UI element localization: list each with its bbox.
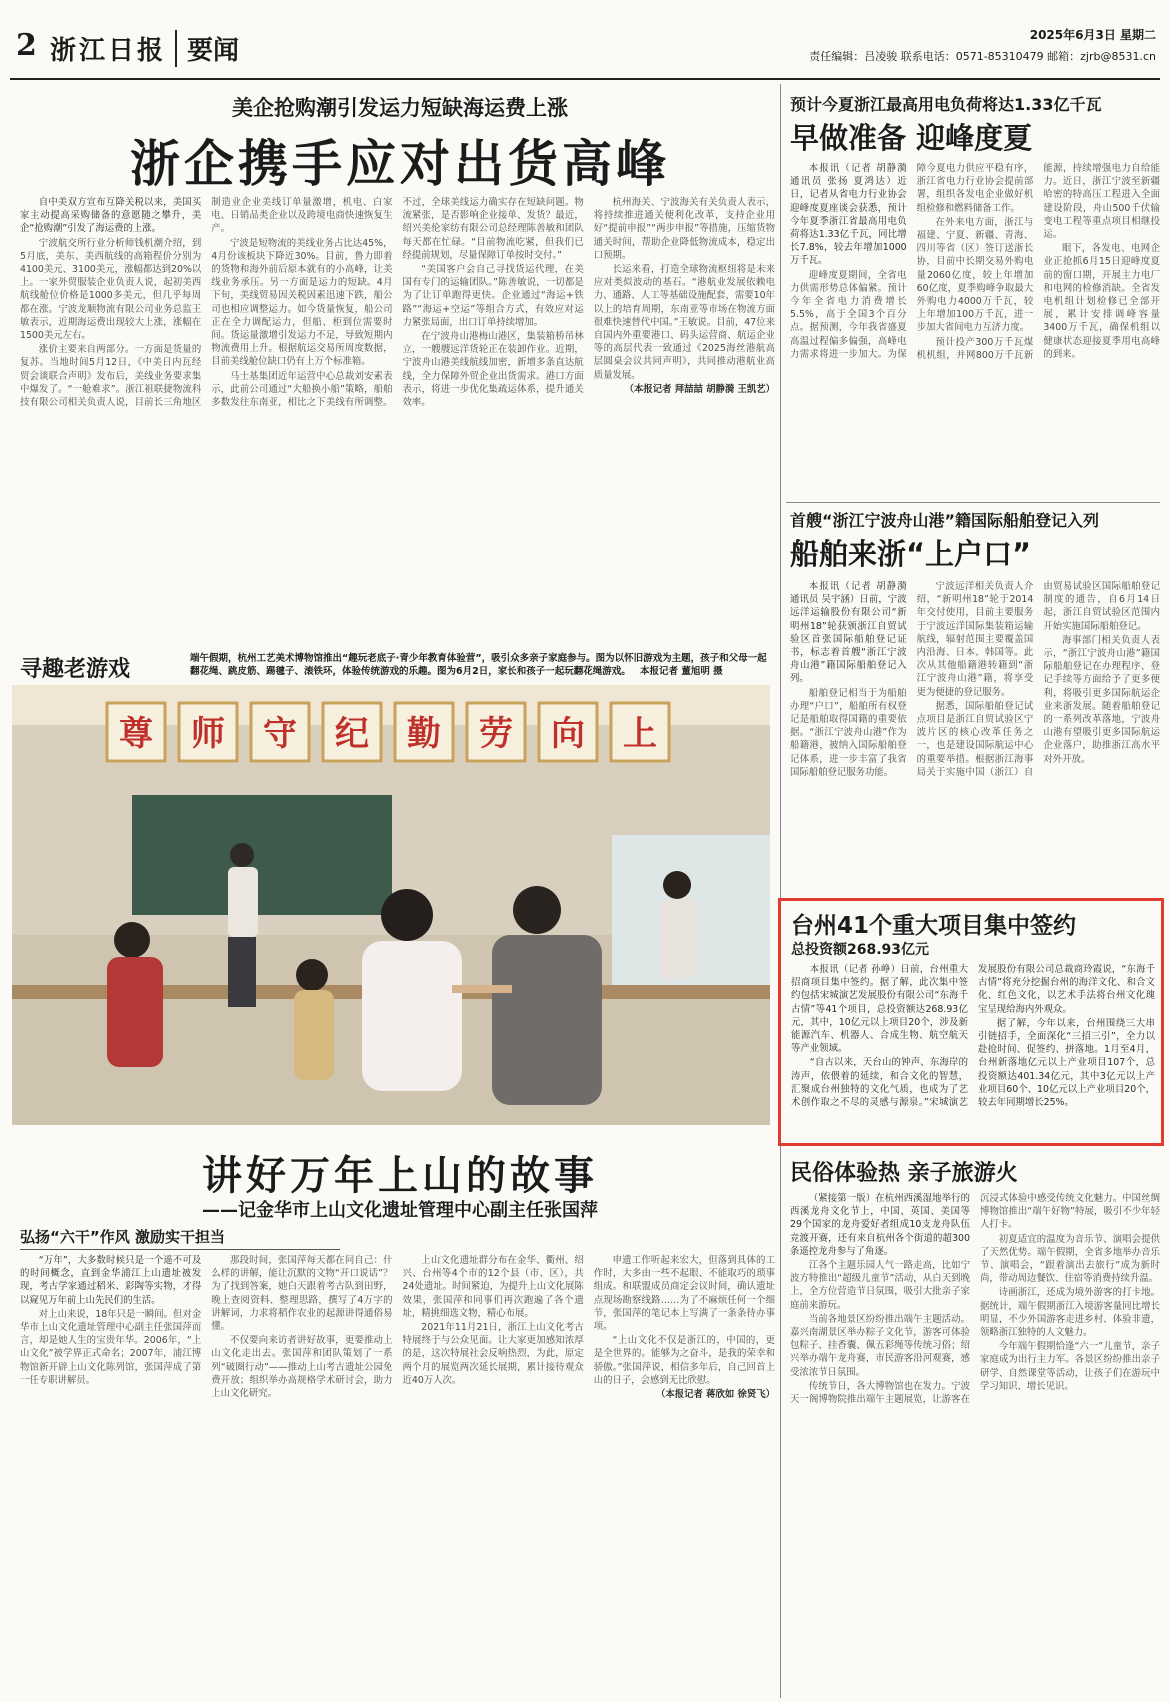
section-title: 要闻 [175,30,239,67]
paper-logo: 浙江日报 [50,36,167,66]
story-subhead: ——记金华市上山文化遗址管理中心副主任张国萍 [202,1200,598,1221]
ship-body: 本报讯（记者 胡静漪 通讯员 吴宇涵）日前，宁波远洋运输股份有限公司“新明州18”轮获颁浙江自贸试验区首张国际船舶登记证书，标志着首艘“浙江宁波舟山港”籍国际船舶登记入列。 船舶登记相当于为船舶办理“户口”，船舶所有权登记是船舶取得国籍的重要依据。“浙江宁波舟山港”作为船籍港，被纳入国际船舶登记体系，进一步丰富了我省国际船舶登记服务功能。 宁波远洋相关负责人介绍，“新明州18”轮于2014年交付使用，目前主要服务于宁波远洋国际集装箱运输航线，辐射范围主要覆盖国内沿海、日本、韩国等。此次从其他船籍港转籍到“浙江宁波舟山港”籍，将享受更为便捷的登记服务。 据悉，国际船舶登记试点项目是浙江自贸试验区宁波片区的核心改革任务之一，也是建设国际航运中心的重要举措。根据浙江海事局关于实施中国（浙江）自由贸易试验区国际船舶登记制度的通告，自6月14日起，浙江自贸试验区范围内开始实施国际船舶登记。 海事部门相关负责人表示，“浙江宁波舟山港”籍国际船舶登记在办理程序、登记手续等方面给予了更多便利，将吸引更多国际航运企业来浙发展。随着船舶登记的一系列改革落地，宁波舟山港有望吸引更多国际航运企业落户，助推浙江高水平对外开放。 [790,581,1160,778]
section-divider [786,502,1160,503]
page-number: 2 [16,28,37,63]
banner-char: 上 [623,714,657,754]
power-body: 本报讯（记者 胡静漪 通讯员 张扬 夏鸿达）近日，记者从省电力行业协会迎峰度夏座谈会获悉，预计今年夏季浙江省最高用电负荷将达1.33亿千瓦，同比增长7.8%，较去年增加1000万千瓦。 迎峰度夏期间，全省电力供需形势总体偏紧。预计今年全省电力消费增长5.5%，高于全国3个百分点。据预测，今年我省盛夏高温过程偏多偏强，高峰电力需求将进一步加大。为保障今夏电力供应平稳有序，浙江省电力行业协会提前部署，组织各发电企业做好机组检修和燃料储备工作。 在外来电方面，浙江与福建、宁夏、新疆、青海、四川等省（区）签订送浙长协，目前中长期交易外购电量2060亿度，较上年增加60亿度，夏季购峰争取最大外购电力4000万千瓦，较上年增加100万千瓦，进一步加大省间电力互济力度。 预计投产300万千瓦煤机机组，并网800万千瓦新能源，持续增强电力自给能力。近日，浙江宁波至新疆哈密的特高压工程进入全面建设阶段，舟山500千伏输变电工程等重点项目相继投运。 眼下，各发电、电网企业正抢抓6月15日迎峰度夏前的窗口期，开展主力电厂和电网的检修消缺。全省发电机组计划检修已全部开展，累计安排调峰容量3400万千瓦，确保机组以健康状态迎接夏季用电高峰的到来。 [790,163,1160,361]
banner-char: 师 [191,714,225,754]
banner-char: 尊 [119,714,153,754]
masthead [10,8,1160,78]
banner-char: 劳 [479,714,513,754]
power-kicker: 预计今夏浙江最高用电负荷将达1.33亿千瓦 [790,95,1102,114]
taizhou-closing: 据了解，今年以来，台州围绕三大串引链招手，全面深化“三招三引”，全力以赴抢时间、促签约、拼落地。1月至4月，台州新落地亿元以上产业项目107个，总投资额达401.34亿元，其中3亿元以上产业项目60个、10亿元以上产业项目20个，较去年同期增长25%。 [978,1017,1155,1109]
banner-char: 勤 [407,714,441,754]
taizhou-lede: 本报讯（记者 孙峥）日前，台州重大招商项目集中签约。据了解，此次集中签约包括宋城演艺发展股份有限公司“东海千古情”等41个项目，总投资额达268.93亿元，其中，10亿元以上项目20个，涉及新能源汽车、机器人、合成生物、航空航天等产业领域。 [791,964,968,1055]
folk-lede: （紧接第一版）在杭州西溪湿地举行的西溪龙舟文化节上，中国、英国、美国等29个国家的龙舟爱好者组成10支龙舟队伍竞渡开赛，还有来自杭州各个街道的超300条遥控龙舟参与了角逐。 [790,1193,970,1257]
story-byline: （本报记者 蒋欣如 徐贤飞） [655,1389,775,1401]
lead-headline: 浙企携手应对出货高峰 [130,135,670,193]
editor-line: 责任编辑：吕凌骏 联系电话：0571-85310479 邮箱：zjrb@8531.cn [809,50,1156,63]
story-rubric: 弘扬“六干”作风 激励实干担当 [20,1226,340,1250]
lead-lede: 自中美双方宣布互降关税以来，美国买家主动提高采购储备的意愿随之攀升，美企“抢购潮”引发了海运费的上涨。 [20,197,202,235]
taizhou-body-para: “自古以来，天台山的钟声、东海岸的涛声，依偎着的延续，和合文化的智慧，汇聚成台州独特的文化气质，也成为了艺术创作取之不尽的灵感与源泉。”宋城演艺发展股份有限公司总裁商玲霞说，“东海千古情”将充分挖掘台州的海洋文化、和合文化、红色文化，以艺术手法将台州文化瑰宝呈现给海内外观众。 [791,964,1155,1109]
story-headline: 讲好万年上山的故事 [202,1153,598,1199]
games-section-label: 寻趣老游戏 [20,657,131,682]
power-lede: 本报讯（记者 胡静漪 通讯员 张扬 夏鸿达）近日，记者从省电力行业协会迎峰度夏座谈会获悉，预计今年夏季浙江省最高用电负荷将达1.33亿千瓦，同比增长7.8%，较去年增加1000万千瓦。 [790,163,907,267]
power-headline: 早做准备 迎峰度夏 [790,121,1033,155]
ship-kicker: 首艘“浙江宁波舟山港”籍国际船舶登记入列 [790,511,1100,530]
banner-char: 守 [263,714,297,754]
banner-char: 向 [551,714,585,754]
banner-char: 纪 [335,714,369,754]
header-rule [10,78,1160,80]
games-photo [12,685,770,1125]
ship-lede: 本报讯（记者 胡静漪 通讯员 吴宇涵）日前，宁波远洋运输股份有限公司“新明州18”轮获颁浙江自贸试验区首张国际船舶登记证书，标志着首艘“浙江宁波舟山港”籍国际船舶登记入列。 [790,581,907,685]
classroom-scene [12,685,770,1125]
photo-caption [190,652,770,678]
ship-headline: 船舶来浙“上户口” [790,537,1032,571]
lead-body: 自中美双方宣布互降关税以来，美国买家主动提高采购储备的意愿随之攀升，美企“抢购潮”引发了海运费的上涨。 宁波航交所行业分析师钱机潮介绍，到5月底，美东、美西航线的高箱程价分别为4100美元、3100美元，涨幅都达到20%以上。一家外贸服装企业负责人说，起初美西航线舱位价格是1000多美元，但几乎每周都在涨。宁波龙顺物流有限公司业务总监王敏表示，近期海运费出现较大上涨，涨幅在1500美元左右。 涨价主要来自两部分。一方面是货量的复苏。当地时间5月12日，《中美日内瓦经贸会谈联合声明》发布后，美线业务要求集中爆发了。“一舱难求”。浙江祖联捷物流科技有限公司相关负责人说，目前长三角地区制造业企业美线订单量激增，机电、白家电、日销品类企业以及跨境电商快速恢复生产。 宁波是短物流的美线业务占比达45%，4月份该板块下降近30%。目前，鲁力即着的货物和海外前后原本就有的小高峰，让美线业务承压。另一方面是运力的短缺。4月下旬，美线贸易因关税因素迅速下跌，船公司也相应调整运力。如今货量恢复，船公司正在全力调配运力，但船、柜到位需要时间。货运量激增引发运力不足，导致短期内物流费用上升。根据航运交易所周度数据，目前美线舱位缺口仍有上万个标准箱。 马士基集团近年运营中心总裁刘安素表示，此前公司通过“大船换小船”策略，船舶多数发往东南亚，相比之下美线有所调整。不过，全球美线运力确实存在短缺问题。物流紧张，是否影响企业接单、发货？最近，绍兴美伦家纺有限公司总经理陈善敏和团队每天都在忙碌。“目前物流吃紧，但我们已经提前规划，尽量保障订单按时交付。” “美国客户会自己寻找货运代理，在美国有专门的运输团队。”陈善敏说，一切都是为了让订单跑得更快。企业通过“海运+铁路”“海运+空运”等组合方式，有效应对运力紧张局面，出口订单持续增加。 在宁波舟山港梅山港区，集装箱桥吊林立，一艘艘远洋货轮正在装卸作业。近期，宁波舟山港美线航线加密，新增多条直达航线，全力保障外贸企业出货需求。港口方面表示，将进一步优化集疏运体系，提升通关效率。 杭州海关、宁波海关有关负责人表示，将持续推进通关便利化改革，支持企业用好“提前申报”“两步申报”等措施，压缩货物通关时间，帮助企业降低物流成本，稳定出口预期。 长运来看，打造全球物流枢纽将是未来应对类似波动的基石。“港航业发展依赖电力、通路、人工等基础设施配套，需要10年以上的培育周期，东南亚等市场在物流方面很难快速替代中国。”王敏说。目前，47位来自国内外重要港口、码头运营商、航运企业等的高层代表一致通过《2025海丝港航高层圆桌会议共同声明》，共同推动港航业高质量发展。 （本报记者 拜喆喆 胡静漪 王凯艺） [20,197,775,409]
taizhou-subhead: 总投资额268.93亿元 [791,942,930,958]
taizhou-body [791,963,1155,1141]
lead-byline: （本报记者 拜喆喆 胡静漪 王凯艺） [624,383,775,395]
folk-headline: 民俗体验热 亲子旅游火 [790,1161,1018,1186]
caption-text: 端午假期，杭州工艺美术博物馆推出“趣玩老底子·青少年教育体验营”，吸引众多亲子家庭参与。图为以怀旧游戏为主题，孩子和父母一起翻花绳、跳皮筋、踢毽子、滚铁环，体验传统游戏的乐趣。图为6月2日，家长和孩子一起玩翻花绳游戏。 [190,653,767,677]
story-body: “万年”，大多数时候只是一个遥不可及的时间概念，直到金华浦江上山遗址被发现，考古学家通过稻米、彩陶等实物，才得以窥见万年前上山先民们的生活。 对上山来说，18年只是一瞬间。但对金华市上山文化遗址管理中心副主任张国萍而言，却是她人生的宝贵年华。2006年，“上山文化”被学界正式命名；2007年，浦江博物馆新开辟上山文化陈列馆，张国萍成了第一任专职讲解员。 那段时间，张国萍每天都在问自己：什么样的讲解，能让沉默的文物“开口说话”？为了找到答案，她白天跟着考古队到田野，晚上查阅资料、整理思路，撰写了4万字的讲解词，力求将稻作农业的起源讲得通俗易懂。 不仅要向来访者讲好故事，更要推动上山文化走出去。张国萍和团队策划了一系列“破圈行动”——推动上山考古遗址公园免费开放；组织举办高规格学术研讨会，助力上山文化研究。 上山文化遗址群分布在金华、衢州、绍兴、台州等4个市的12个县（市、区），共24处遗址。时间紧迫，为提升上山文化展陈效果，张国萍和同事们再次跑遍了各个遗址，精挑细选文物，精心布展。 2021年11月21日，浙江上山文化考古特展终于与公众见面。让大家更加感知浓厚的是，这次特展社会反响热烈，为此，原定两个月的展览两次延长展期，累计接待观众近40万人次。 申遗工作听起来宏大，但落到具体的工作时，大多由一些不起眼、不能取巧的琐事组成。和联盟成员商定会议时间，确认遗址点现场勘察线路……为了不麻烦任何一个细节，张国萍的笔记本上写满了一条条待办事项。 “上山文化不仅是浙江的，中国的，更是全世界的。能够为之奋斗，是我的荣幸和骄傲。”张国萍说，相信多年后，自己回首上山的日子，会感到无比欣慰。 （本报记者 蒋欣如 徐贤飞） [20,1255,775,1401]
folk-body: （紧接第一版）在杭州西溪湿地举行的西溪龙舟文化节上，中国、英国、美国等29个国家的龙舟爱好者组成10支龙舟队伍竞渡开赛，还有来自杭州各个街道的超300条遥控龙舟参与了角逐。 江各个主题乐园人气一路走高，比如宁波方特推出“超级儿童节”活动，从白天到晚上，全方位营造节日氛围，吸引大批亲子家庭前来游玩。 当前各地景区纷纷推出端午主题活动。嘉兴南湖景区举办粽子文化节，游客可体验包粽子、挂香囊、佩五彩绳等传统习俗；绍兴举办端午龙舟赛，市民游客沿河观赛，感受浓浓节日氛围。 传统节日，各大博物馆也在发力。宁波天一阁博物院推出端午主题展览，让游客在沉浸式体验中感受传统文化魅力。中国丝绸博物馆推出“端午好物”特展，吸引不少年轻人打卡。 初夏适宜的温度为音乐节、演唱会提供了天然优势。端午假期，全省多地举办音乐节、演唱会，“跟着演出去旅行”成为新时尚，带动周边餐饮、住宿等消费持续升温。 诗画浙江，还成为境外游客的打卡地。据统计，端午假期浙江入境游客量同比增长明显，不少外国游客走进乡村、体验非遗，领略浙江独特的人文魅力。 今年端午假期恰逢“六一”儿童节，亲子家庭成为出行主力军。各景区纷纷推出亲子研学、自然课堂等活动，让孩子们在游玩中学习知识、增长见识。 [790,1193,1160,1406]
issue-date: 2025年6月3日 星期二 [1029,28,1156,42]
column-divider [780,84,781,1698]
taizhou-headline: 台州41个重大项目集中签约 [791,913,1077,939]
highlighted-article [778,898,1164,1146]
photo-credit: 本报记者 董旭明 摄 [640,666,723,677]
lead-kicker: 美企抢购潮引发运力短缺海运费上涨 [232,96,568,120]
story-lede: “万年”，大多数时候只是一个遥不可及的时间概念，直到金华浦江上山遗址被发现，考古学家通过稻米、彩陶等实物，才得以窥见万年前上山先民们的生活。 [20,1255,202,1306]
